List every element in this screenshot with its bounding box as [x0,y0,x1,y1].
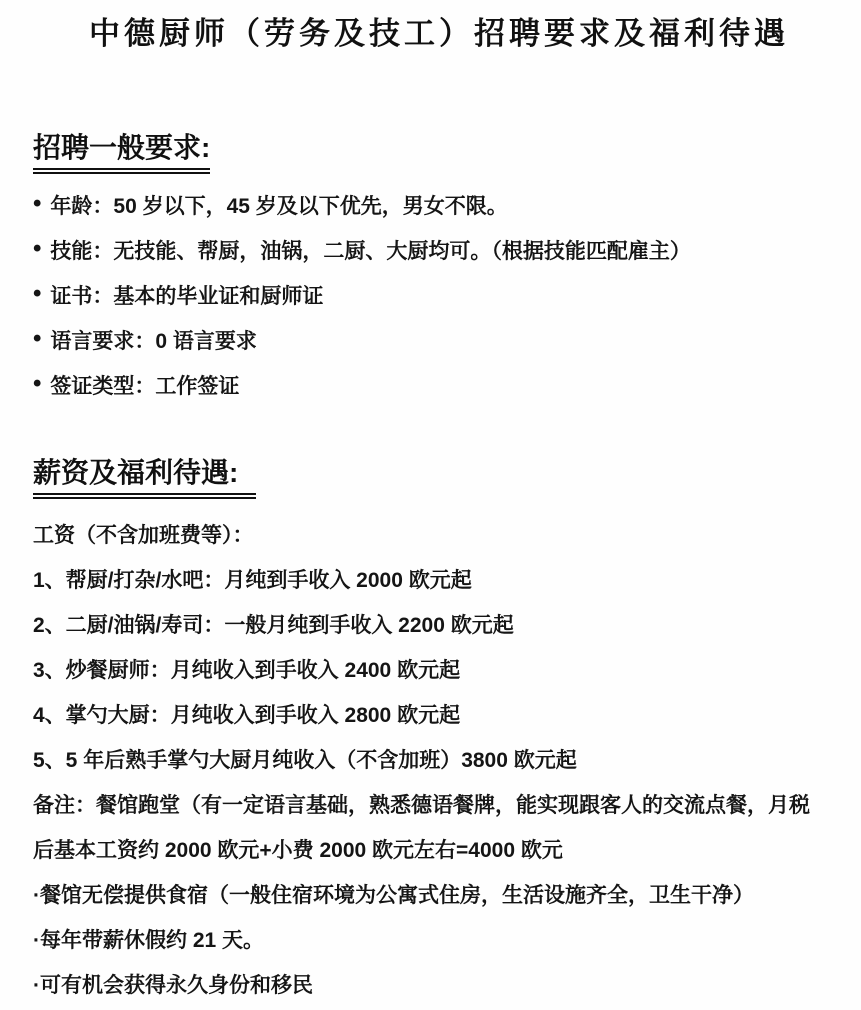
requirement-item [33,362,845,407]
salary-item: 5、5 年后熟手掌勺大厨月纯收入（不含加班）3800 欧元起 [33,748,577,772]
benefit-item: ·每年带薪休假约 21 天。 [33,928,265,952]
requirement-item-text: 语言要求：0 语言要求 [50,329,257,353]
requirements-heading-text: 招聘一般要求: [33,130,210,174]
requirement-item-text: 年龄：50 岁以下，45 岁及以下优先，男女不限。 [50,194,508,218]
requirement-item-text: 证书：基本的毕业证和厨师证 [50,284,324,308]
salary-item: 2、二厨/油锅/寿司：一般月纯到手收入 2200 欧元起 [33,613,514,637]
benefit-item: ·餐馆无偿提供食宿（一般住宿环境为公寓式住房，生活设施齐全，卫生干净） [33,883,754,907]
salary-heading-text: 薪资及福利待遇: [33,455,256,499]
bullet-icon: • [33,189,42,217]
requirement-item [33,227,845,272]
requirement-item-text: 签证类型：工作签证 [50,374,240,398]
bullet-icon: • [33,279,42,307]
requirement-item [33,182,845,227]
salary-item: 1、帮厨/打杂/水吧：月纯到手收入 2000 欧元起 [33,568,472,592]
bullet-icon: • [33,369,42,397]
salary-intro: 工资（不含加班费等）： [33,523,254,547]
salary-section [33,511,845,1006]
bullet-icon: • [33,324,42,352]
requirements-heading [33,130,845,174]
requirement-item [33,272,845,317]
salary-heading [33,455,845,499]
bullet-icon: • [33,234,42,262]
note-line: 备注：餐馆跑堂（有一定语言基础，熟悉德语餐牌，能实现跟客人的交流点餐，月税 [33,793,810,817]
salary-item: 4、掌勺大厨：月纯收入到手收入 2800 欧元起 [33,703,461,727]
salary-item: 3、炒餐厨师：月纯收入到手收入 2400 欧元起 [33,658,461,682]
requirement-item [33,317,845,362]
page-title: 中德厨师（劳务及技工）招聘要求及福利待遇 [89,16,789,51]
note-line: 后基本工资约 2000 欧元+小费 2000 欧元左右=4000 欧元 [33,838,563,862]
requirement-item-text: 技能：无技能、帮厨，油锅，二厨、大厨均可。（根据技能匹配雇主） [50,239,691,263]
benefit-item: ·可有机会获得永久身份和移民 [33,973,313,997]
requirements-list [33,182,845,407]
